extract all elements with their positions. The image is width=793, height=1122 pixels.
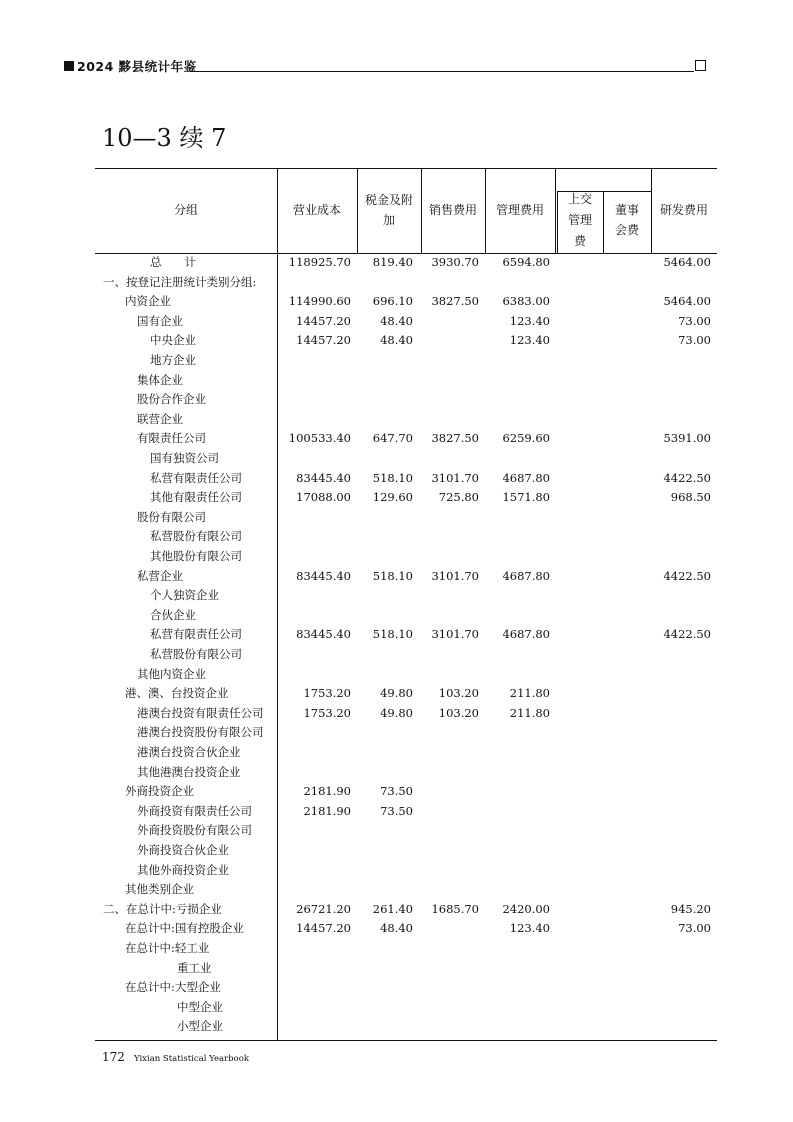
header-mgmt-fee-line2: 管理 xyxy=(567,213,592,227)
cell-taxes-surcharges: 819.40 xyxy=(372,255,413,269)
table-row xyxy=(95,606,717,626)
table-row xyxy=(95,743,717,763)
cell-admin-expense: 123.40 xyxy=(509,313,550,328)
header-group: 分组 xyxy=(173,203,198,217)
cell-taxes-surcharges: 73.50 xyxy=(380,803,413,818)
row-label: 联营企业 xyxy=(137,411,183,426)
table-row xyxy=(95,273,717,293)
table-row xyxy=(95,410,717,430)
table-row xyxy=(95,292,717,312)
cell-taxes-surcharges: 696.10 xyxy=(372,294,413,309)
cell-taxes-surcharges: 49.80 xyxy=(380,705,413,720)
table-row xyxy=(95,371,717,391)
table-bottom-rule xyxy=(95,1040,717,1041)
row-label: 一、按登记注册统计类别分组: xyxy=(103,274,257,289)
yearbook-title: 2024 黟县统计年鉴 xyxy=(77,59,197,74)
table-row xyxy=(95,978,717,998)
cell-selling-expense: 3827.50 xyxy=(431,431,479,446)
cell-selling-expense: 3101.70 xyxy=(431,470,479,485)
table-row xyxy=(95,1017,717,1037)
page-number: 172 xyxy=(102,1050,125,1064)
row-label: 中型企业 xyxy=(177,999,223,1014)
table-row xyxy=(95,469,717,489)
table-row xyxy=(95,723,717,743)
table-row xyxy=(95,645,717,665)
row-label: 其他外商投资企业 xyxy=(137,862,229,877)
table-row xyxy=(95,547,717,567)
row-label: 集体企业 xyxy=(137,372,183,387)
cell-operating-cost: 2181.90 xyxy=(303,784,351,799)
header-mgmt-fee-line3: 费 xyxy=(573,234,586,248)
table-row xyxy=(95,665,717,685)
cell-admin-expense: 2420.00 xyxy=(502,901,550,916)
cell-selling-expense: 1685.70 xyxy=(431,901,479,916)
table-row xyxy=(95,782,717,802)
cell-admin-expense: 1571.80 xyxy=(502,490,550,505)
cell-selling-expense: 725.80 xyxy=(438,490,479,505)
header-selling-expense: 销售费用 xyxy=(428,203,477,217)
header-operating-cost: 营业成本 xyxy=(292,203,341,217)
cell-admin-expense: 123.40 xyxy=(509,921,550,936)
row-label: 股份有限公司 xyxy=(137,509,206,524)
book-name: Yixian Statistical Yearbook xyxy=(134,1054,249,1064)
cell-operating-cost: 83445.40 xyxy=(296,627,351,642)
row-label: 私营有限责任公司 xyxy=(150,627,242,642)
cell-operating-cost: 118925.70 xyxy=(288,255,351,269)
row-label: 个人独资企业 xyxy=(150,588,219,603)
row-label: 私营企业 xyxy=(137,568,183,583)
table-row xyxy=(95,763,717,783)
header-taxes-surcharges-line1: 税金及附 xyxy=(364,193,413,207)
table-row xyxy=(95,998,717,1018)
table-row xyxy=(95,802,717,822)
cell-operating-cost: 83445.40 xyxy=(296,470,351,485)
cell-rd-expense: 5464.00 xyxy=(663,294,711,309)
row-label: 有限责任公司 xyxy=(137,431,206,446)
cell-taxes-surcharges: 48.40 xyxy=(380,921,413,936)
header-mgmt-fee-line1: 上交 xyxy=(567,192,592,206)
cell-rd-expense: 5391.00 xyxy=(663,431,711,446)
cell-rd-expense: 73.00 xyxy=(678,313,711,328)
table-row xyxy=(95,861,717,881)
cell-taxes-surcharges: 73.50 xyxy=(380,784,413,799)
cell-selling-expense: 103.20 xyxy=(438,705,479,720)
table-row xyxy=(95,704,717,724)
row-label: 国有独资公司 xyxy=(150,451,219,465)
cell-operating-cost: 14457.20 xyxy=(296,313,351,328)
cell-selling-expense: 3930.70 xyxy=(431,255,479,269)
table-row xyxy=(95,390,717,410)
table-title: 10—3 续 7 xyxy=(102,124,227,152)
cell-taxes-surcharges: 261.40 xyxy=(372,901,413,916)
row-label: 港澳台投资股份有限公司 xyxy=(137,725,264,740)
cell-operating-cost: 14457.20 xyxy=(296,921,351,936)
row-label: 在总计中:轻工业 xyxy=(125,941,210,955)
table-top-rule xyxy=(95,168,717,169)
column-divider xyxy=(555,168,556,253)
table-row xyxy=(95,331,717,351)
table-row xyxy=(95,684,717,704)
cell-admin-expense: 4687.80 xyxy=(502,568,550,583)
table-row xyxy=(95,351,717,371)
row-label: 外商投资有限责任公司 xyxy=(137,803,252,818)
cell-taxes-surcharges: 518.10 xyxy=(372,470,413,485)
table-row xyxy=(95,312,717,332)
cell-admin-expense: 123.40 xyxy=(509,333,550,348)
cell-selling-expense: 103.20 xyxy=(438,686,479,701)
row-label: 小型企业 xyxy=(177,1019,223,1034)
table-row xyxy=(95,900,717,920)
page-header xyxy=(64,58,704,76)
cell-selling-expense: 3101.70 xyxy=(431,627,479,642)
cell-admin-expense: 4687.80 xyxy=(502,627,550,642)
page-footer xyxy=(102,1046,249,1065)
table-row xyxy=(95,841,717,861)
row-label: 私营股份有限公司 xyxy=(150,647,242,661)
cell-rd-expense: 73.00 xyxy=(678,921,711,936)
row-label: 股份合作企业 xyxy=(137,392,206,407)
cell-rd-expense: 4422.50 xyxy=(663,470,711,485)
row-label: 其他内资企业 xyxy=(137,666,206,681)
table-row xyxy=(95,625,717,645)
cell-operating-cost: 114990.60 xyxy=(288,294,351,309)
row-label: 国有企业 xyxy=(137,313,183,328)
cell-operating-cost: 83445.40 xyxy=(296,568,351,583)
square-bullet-icon xyxy=(64,61,74,71)
table-row xyxy=(95,253,717,273)
row-label: 其他类别企业 xyxy=(125,882,194,897)
row-label: 在总计中:国有控股企业 xyxy=(125,921,244,936)
row-label: 港澳台投资合伙企业 xyxy=(137,745,241,759)
cell-taxes-surcharges: 129.60 xyxy=(372,490,413,505)
header-board-fee-line2: 会费 xyxy=(614,223,639,237)
row-label: 在总计中:大型企业 xyxy=(125,980,221,995)
cell-rd-expense: 968.50 xyxy=(670,490,711,505)
header-admin-expense: 管理费用 xyxy=(495,203,544,217)
table-row xyxy=(95,821,717,841)
table-row xyxy=(95,919,717,939)
cell-operating-cost: 26721.20 xyxy=(296,901,351,916)
cell-taxes-surcharges: 48.40 xyxy=(380,313,413,328)
cell-taxes-surcharges: 48.40 xyxy=(380,333,413,348)
cell-rd-expense: 5464.00 xyxy=(663,255,711,269)
cell-operating-cost: 14457.20 xyxy=(296,333,351,348)
row-label: 私营有限责任公司 xyxy=(150,470,242,485)
cell-taxes-surcharges: 647.70 xyxy=(372,431,413,446)
table-row xyxy=(95,586,717,606)
table-row xyxy=(95,449,717,469)
header-rule xyxy=(190,71,694,72)
row-label: 其他有限责任公司 xyxy=(150,490,242,505)
cell-taxes-surcharges: 518.10 xyxy=(372,568,413,583)
cell-operating-cost: 100533.40 xyxy=(288,431,351,446)
row-label: 中央企业 xyxy=(150,333,196,348)
cell-rd-expense: 4422.50 xyxy=(663,568,711,583)
table-row xyxy=(95,959,717,979)
row-label: 港、澳、台投资企业 xyxy=(125,686,229,701)
cell-admin-expense: 211.80 xyxy=(509,686,550,701)
cell-admin-expense: 4687.80 xyxy=(502,470,550,485)
empty-box-icon xyxy=(695,60,706,71)
header-taxes-surcharges-line2: 加 xyxy=(382,213,395,227)
row-label: 其他港澳台投资企业 xyxy=(137,764,241,779)
row-label: 内资企业 xyxy=(125,294,171,309)
table-row xyxy=(95,880,717,900)
cell-rd-expense: 4422.50 xyxy=(663,627,711,642)
cell-operating-cost: 2181.90 xyxy=(303,803,351,818)
row-label: 合伙企业 xyxy=(150,607,196,622)
row-label: 外商投资合伙企业 xyxy=(137,843,229,857)
cell-admin-expense: 6594.80 xyxy=(502,255,550,269)
cell-admin-expense: 6259.60 xyxy=(502,431,550,446)
row-label: 私营股份有限公司 xyxy=(150,529,242,544)
cell-admin-expense: 211.80 xyxy=(509,705,550,720)
header-board-fee-line1: 董事 xyxy=(614,203,639,217)
table-row xyxy=(95,567,717,587)
table-row xyxy=(95,508,717,528)
row-label: 其他股份有限公司 xyxy=(150,549,242,563)
cell-admin-expense: 6383.00 xyxy=(502,294,550,309)
cell-operating-cost: 1753.20 xyxy=(303,686,351,701)
cell-rd-expense: 945.20 xyxy=(670,901,711,916)
table-row xyxy=(95,488,717,508)
row-label: 地方企业 xyxy=(150,353,196,367)
row-label: 重工业 xyxy=(177,960,212,975)
cell-taxes-surcharges: 49.80 xyxy=(380,686,413,701)
cell-selling-expense: 3827.50 xyxy=(431,294,479,309)
row-label: 总 计 xyxy=(150,255,196,269)
row-label: 外商投资股份有限公司 xyxy=(137,823,252,838)
row-label: 港澳台投资有限责任公司 xyxy=(137,705,264,720)
cell-selling-expense: 3101.70 xyxy=(431,568,479,583)
table-row xyxy=(95,939,717,959)
cell-rd-expense: 73.00 xyxy=(678,333,711,348)
cell-taxes-surcharges: 518.10 xyxy=(372,627,413,642)
table-row xyxy=(95,429,717,449)
row-label: 二、在总计中:亏损企业 xyxy=(103,901,222,916)
cell-operating-cost: 1753.20 xyxy=(303,705,351,720)
header-rd-expense: 研发费用 xyxy=(659,203,708,217)
table-row xyxy=(95,527,717,547)
cell-operating-cost: 17088.00 xyxy=(296,490,351,505)
row-label: 外商投资企业 xyxy=(125,784,194,799)
